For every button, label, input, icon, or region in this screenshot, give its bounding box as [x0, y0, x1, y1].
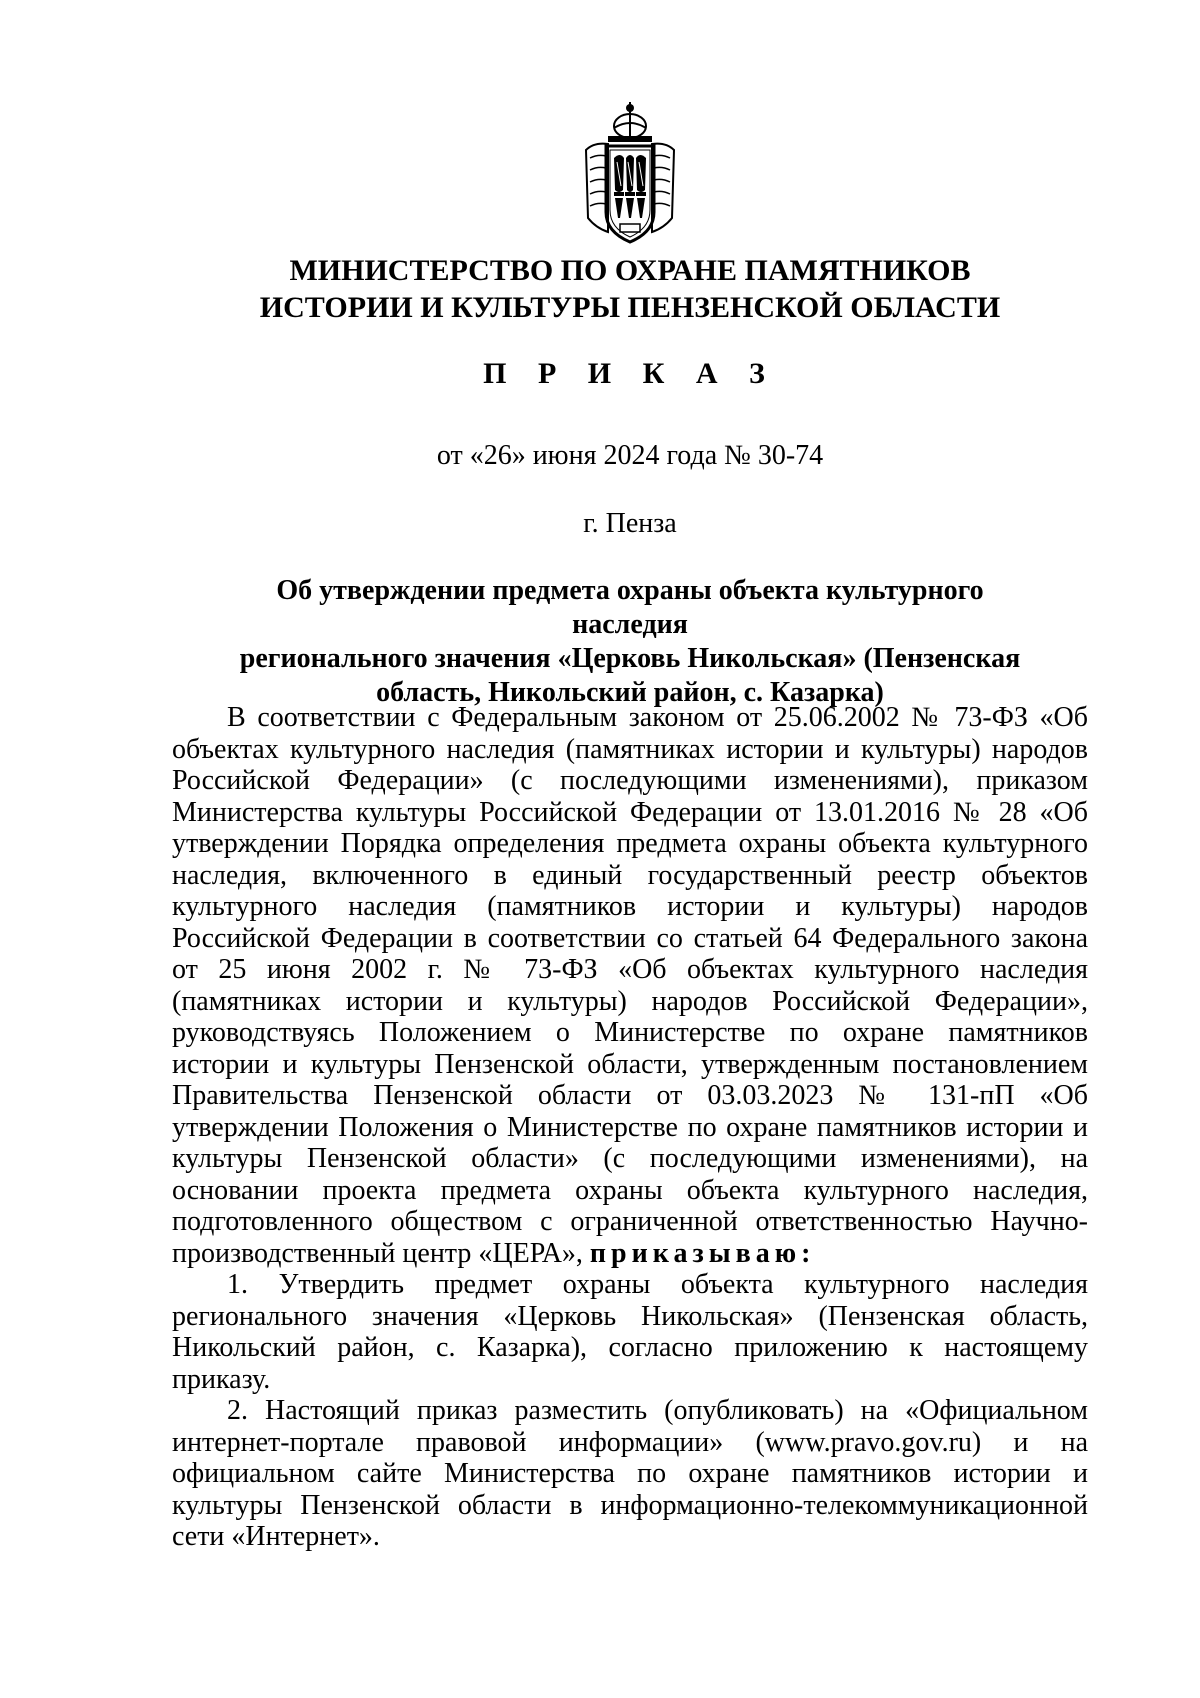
- subject-line-2: регионального значения «Церковь Никольская» (Пензенская: [239, 643, 1021, 674]
- ministry-line-2: ИСТОРИИ И КУЛЬТУРЫ ПЕНЗЕНСКОЙ ОБЛАСТИ: [259, 291, 1001, 324]
- ministry-name: [150, 252, 1110, 326]
- coat-of-arms-icon: [580, 100, 680, 250]
- doc-type-title: П Р И К А З: [483, 357, 777, 390]
- order-date-number: от «26» июня 2024 года № 30-74: [436, 440, 824, 471]
- order-city: г. Пенза: [583, 508, 677, 539]
- preamble-text: В соответствии с Федеральным законом от 25.06.2002 № 73-ФЗ «Об объектах культурного наследия (памятниках истории и культуры) народов Российской Федерации» (с последующими изменениями), приказом Министерства культуры Российской Федерации от 13.01.2016 № 28 «Об утверждении Порядка определения предмета охраны объекта культурного наследия, включенного в единый государственный реестр объектов культурного наследия (памятников истории и культуры) народов Российской Федерации в соответствии со статьей 64 Федерального закона от 25 июня 2002 г. № 73-ФЗ «Об объектах культурного наследия (памятниках истории и культуры) народов Российской Федерации», руководствуясь Положением о Министерстве по охране памятников истории и культуры Пензенской области, утвержденным постановлением Правительства Пензенской области от 03.03.2023 № 131-пП «Об утверждении Положения о Министерстве по охране памятников истории и культуры Пензенской области» (с последующими изменениями), на основании проекта предмета охраны объекта культурного наследия, подготовленного обществом с ограниченной ответственностью Научно-производственный центр «ЦЕРА»,: [172, 702, 1088, 1269]
- order-body: [172, 702, 1088, 1553]
- preamble-paragraph: [172, 702, 1088, 1269]
- order-item-2: 2. Настоящий приказ разместить (опубликовать) на «Официальном интернет-портале правовой информации» (www.pravo.gov.ru) и на официальном сайте Министерства по охране памятников истории и культуры Пензенской области в информационно-телекоммуникационной сети «Интернет».: [172, 1395, 1088, 1552]
- order-word: приказываю:: [589, 1237, 816, 1269]
- order-item-1: 1. Утвердить предмет охраны объекта культурного наследия регионального значения «Церковь Никольская» (Пензенская область, Никольский район, с. Казарка), согласно приложению к настоящему приказу.: [172, 1269, 1088, 1395]
- subject-line-1: Об утверждении предмета охраны объекта культурного наследия: [276, 575, 984, 640]
- subject-line-3: область, Никольский район, с. Казарка): [376, 677, 884, 708]
- order-subject: [230, 574, 1030, 710]
- ministry-line-1: МИНИСТЕРСТВО ПО ОХРАНЕ ПАМЯТНИКОВ: [289, 254, 971, 287]
